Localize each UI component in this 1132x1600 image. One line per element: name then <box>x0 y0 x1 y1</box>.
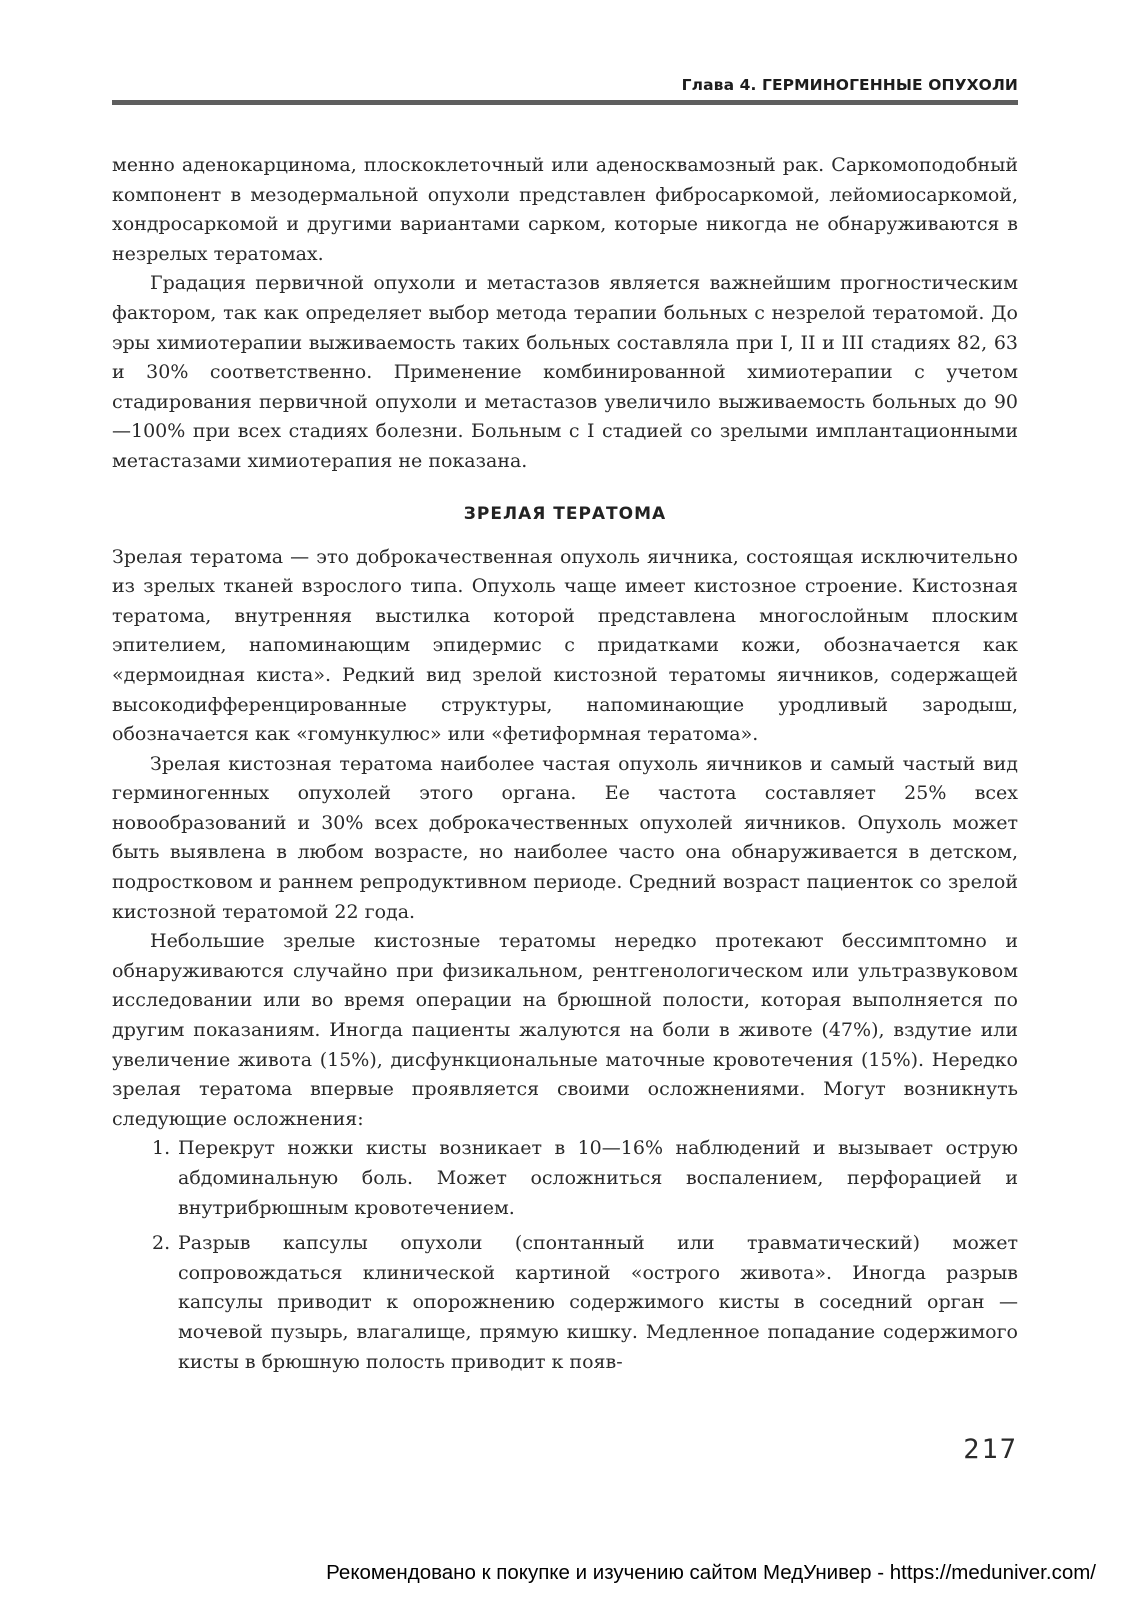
section-heading: ЗРЕЛАЯ ТЕРАТОМА <box>463 503 667 524</box>
list-item-text: Разрыв капсулы опухоли (спонтанный или травматический) может сопровождаться клинической картиной «острого живота». Иногда разрыв капсулы приводит к опорожнению содержимого кисты в соседний орган — мочевой пузырь, влагалище, прямую кишку. Медленное попадание содержимого кисты в брюшную полость приводит к появ- <box>178 1232 1018 1373</box>
page-body <box>112 151 1018 1377</box>
complications-list <box>112 1134 1018 1377</box>
header-rule <box>112 100 1018 105</box>
paragraph: Градация первичной опухоли и метастазов является важнейшим прогностическим фактором, так как определяет выбор метода терапии больных с незрелой тератомой. До эры химиотерапии выживаемость таких больных составляла при I, II и III стадиях 82, 63 и 30% соответственно. Применение комбинированной химиотерапии с учетом стадирования первичной опухоли и метастазов увеличило выживаемость больных до 90—100% при всех стадиях болезни. Больным с I стадией со зрелыми имплантационными метастазами химиотерапия не показана. <box>112 272 1018 472</box>
paragraph: Небольшие зрелые кистозные тератомы нередко протекают бессимптомно и обнаруживаются случайно при физикальном, рентгенологическом или ультразвуковом исследовании или во время операции на брюшной полости, которая выполняется по другим показаниям. Иногда пациенты жалуются на боли в животе (47%), вздутие или увеличение живота (15%), дисфункциональные маточные кровотечения (15%). Нередко зрелая тератома впервые проявляется своими осложнениями. Могут возникнуть следующие осложнения: <box>112 930 1018 1130</box>
paragraph: Зрелая кистозная тератома наиболее частая опухоль яичников и самый частый вид герминогенных опухолей этого органа. Ее частота составляет 25% всех новообразований и 30% всех доброкачественных опухолей яичников. Опухоль может быть выявлена в любом возрасте, но наиболее часто она обнаруживается в детском, подростковом и раннем репродуктивном периоде. Средний возраст пациенток со зрелой кистозной тератомой 22 года. <box>112 752 1018 923</box>
paragraph: Зрелая тератома — это доброкачественная опухоль яичника, состоящая исключительно из зрелых тканей взрослого типа. Опухоль чаще имеет кистозное строение. Кистозная тератома, внутренняя выстилка которой представлена многослойным плоским эпителием, напоминающим эпидермис с придатками кожи, обозначается как «дермоидная киста». Редкий вид зрелой кистозной тератомы яичников, содержащей высокодифференцированные структуры, напоминающие уродливый зародыш, обозначается как «гомункулюс» или «фетиформная тератома». <box>112 545 1018 746</box>
list-item <box>112 1134 1018 1223</box>
list-item-number: 1. <box>152 1137 171 1160</box>
footer-recommendation: Рекомендовано к покупке и изучению сайтом МедУнивер - https://meduniver.com/ <box>326 1561 1096 1584</box>
list-item-text: Перекрут ножки кисты возникает в 10—16% наблюдений и вызывает острую абдоминальную боль. Может осложниться воспалением, перфорацией и внутрибрюшным кровотечением. <box>178 1137 1018 1219</box>
page-number: 217 <box>963 1434 1018 1465</box>
running-title: Глава 4. ГЕРМИНОГЕННЫЕ ОПУХОЛИ <box>681 76 1018 94</box>
list-item-number: 2. <box>152 1232 171 1255</box>
list-item <box>112 1229 1018 1377</box>
paragraph: менно аденокарцинома, плоскоклеточный или аденосквамозный рак. Саркомоподобный компонент в мезодермальной опухоли представлен фибросаркомой, лейомиосаркомой, хондросаркомой и другими вариантами сарком, которые никогда не обнаруживаются в незрелых тератомах. <box>112 154 1018 265</box>
